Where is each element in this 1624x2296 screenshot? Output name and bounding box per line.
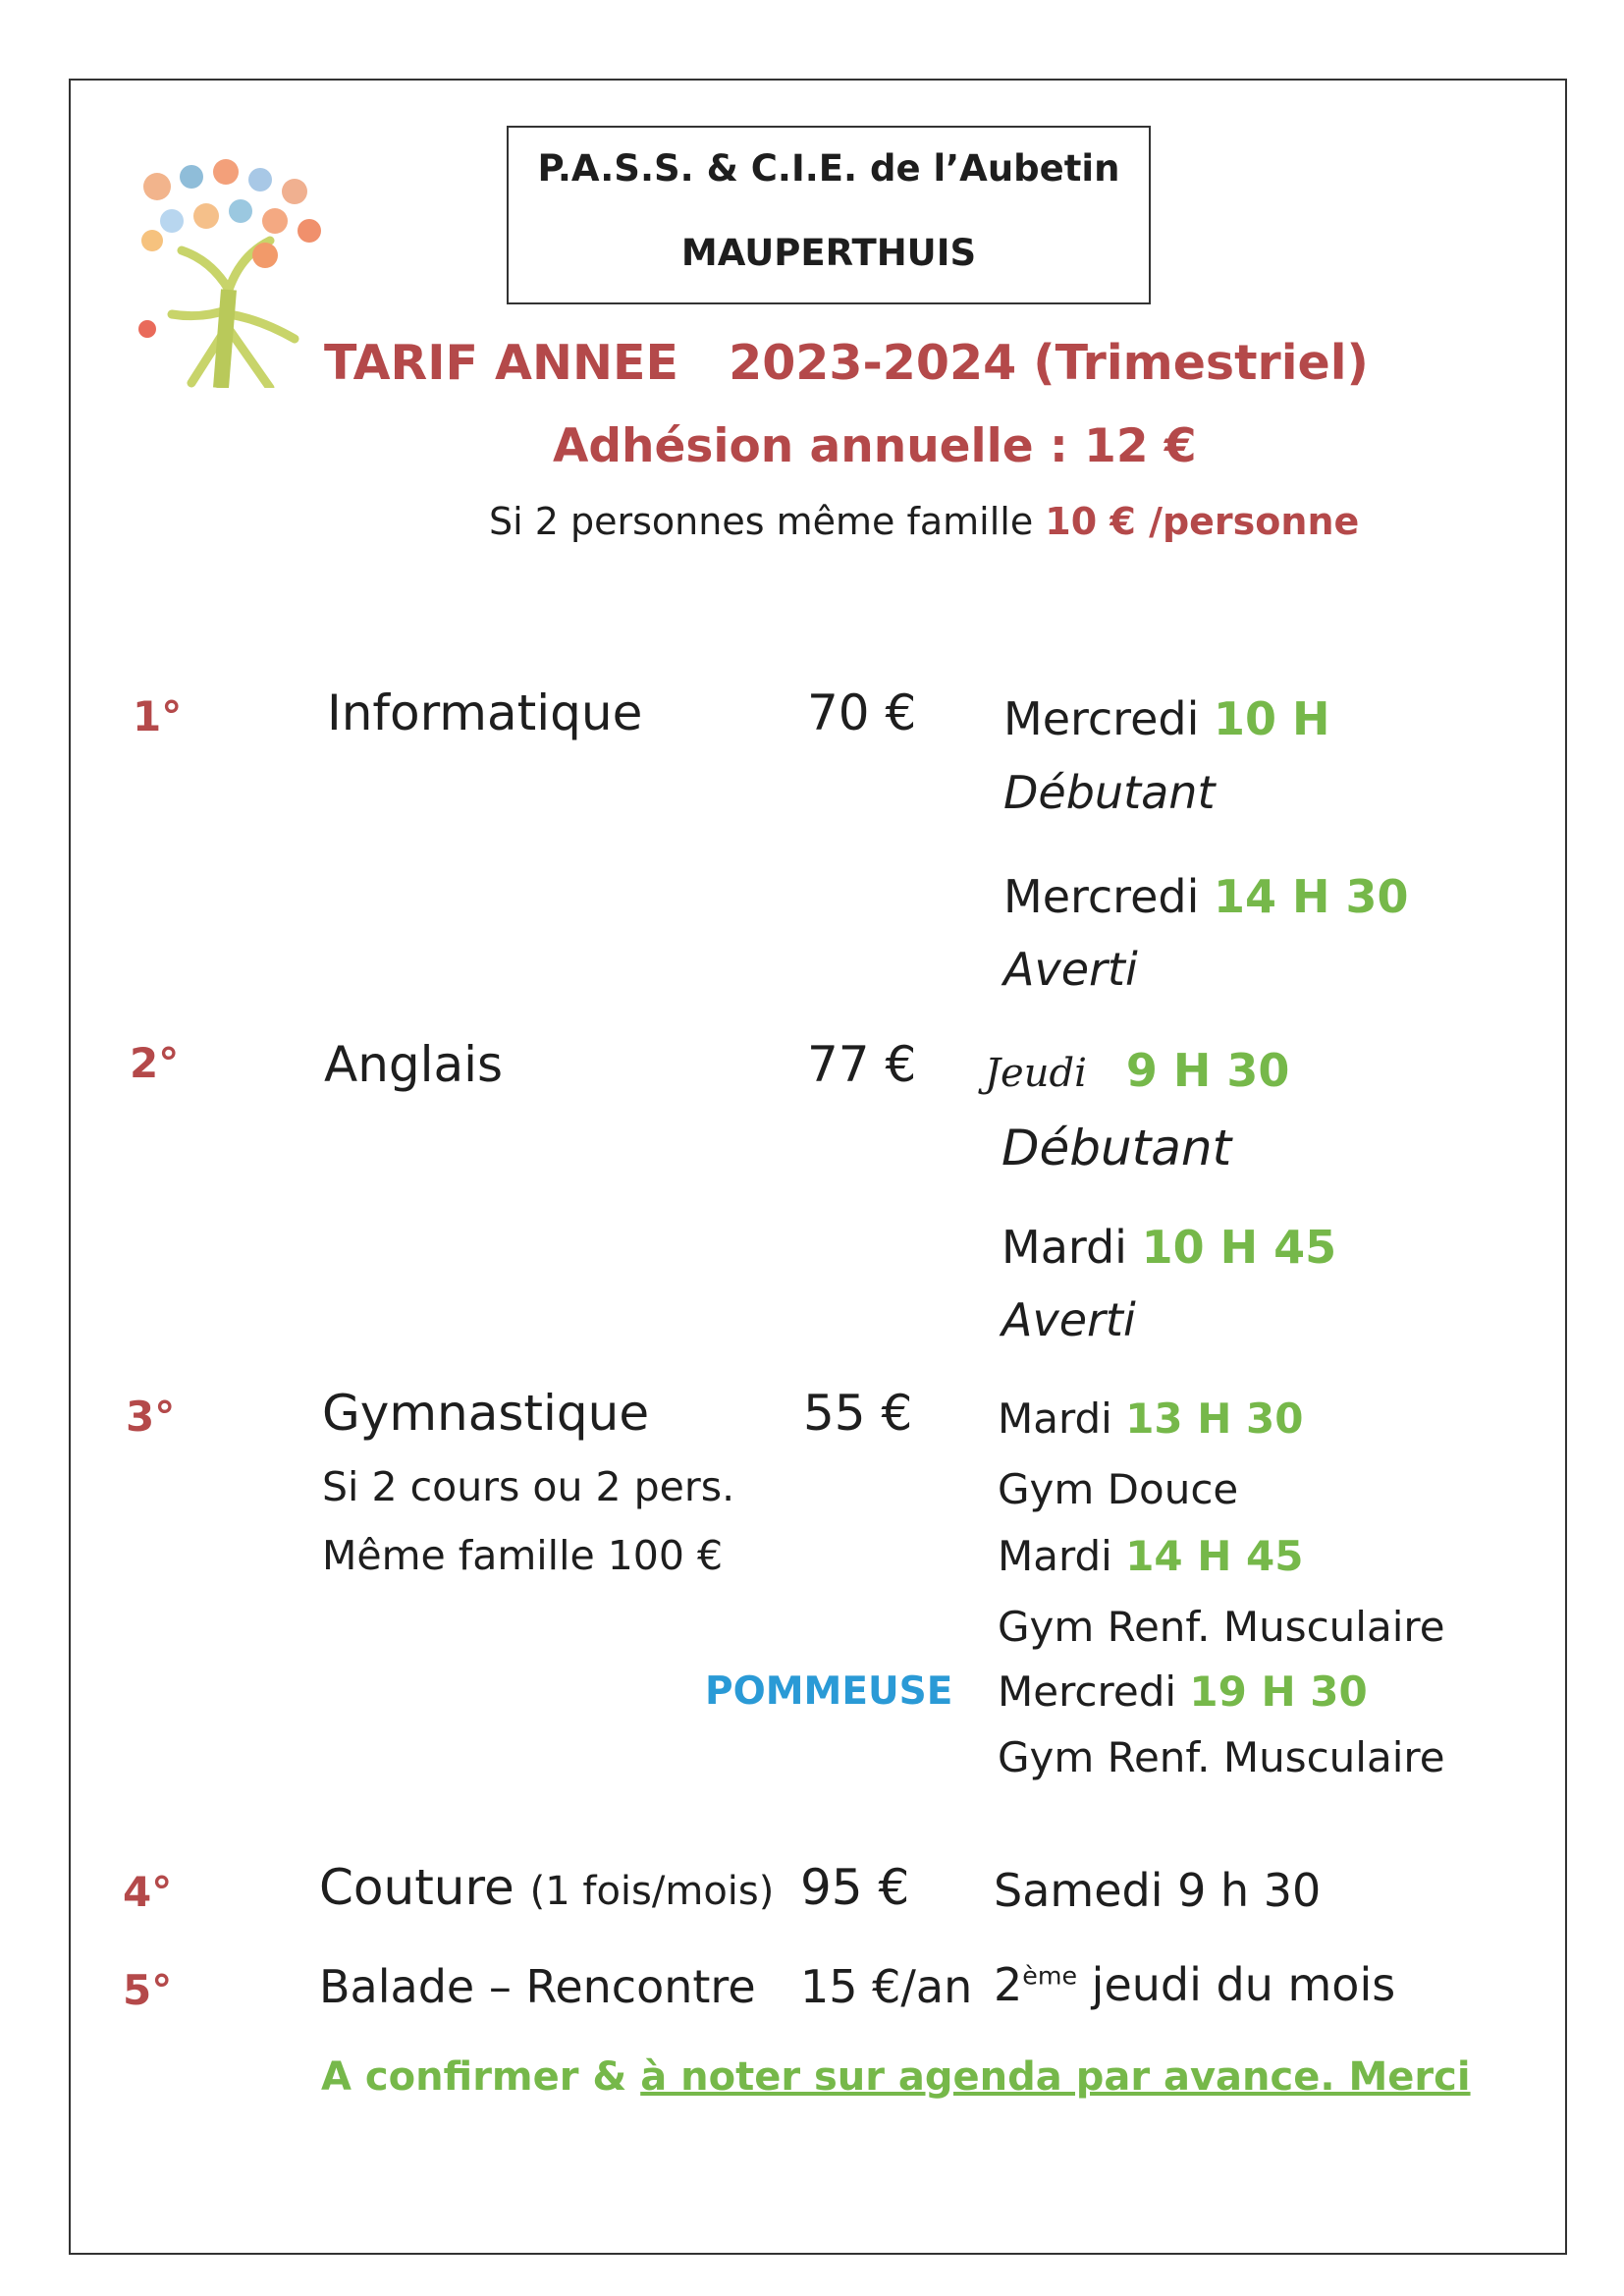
ordinal-suffix: ème — [1022, 1961, 1078, 1991]
schedule-slot — [998, 1667, 1368, 1716]
slot-day: Mardi — [998, 1532, 1126, 1580]
family-discount-text: Si 2 personnes même famille — [489, 500, 1046, 543]
slot-time: 9 H 30 — [1125, 1044, 1290, 1097]
tree-logo-icon — [123, 142, 344, 388]
activity-price: 15 €/an — [800, 1960, 973, 2013]
slot-day: Mercredi — [998, 1667, 1190, 1716]
footer-plain: A confirmer & — [321, 2054, 641, 2100]
activity-number: 3° — [126, 1393, 176, 1441]
slot-level: Gym Renf. Musculaire — [998, 1603, 1445, 1651]
slot-time: 10 H — [1214, 692, 1330, 745]
page-border — [69, 79, 1567, 2255]
organization-title-box — [507, 126, 1151, 304]
organization-town: MAUPERTHUIS — [680, 232, 977, 274]
slot-time: 13 H 30 — [1125, 1394, 1304, 1443]
slot-day-handwritten: Jeudi — [985, 1051, 1087, 1096]
activity-number: 2° — [130, 1039, 180, 1087]
family-discount-price: 10 € /personne — [1045, 500, 1360, 543]
slot-level: Averti — [1001, 1293, 1136, 1346]
activity-name-text: Couture — [319, 1859, 530, 1916]
family-discount — [489, 500, 1359, 543]
slot-day: Mardi — [998, 1394, 1126, 1443]
footer-underlined: à noter sur agenda par avance. Merci — [640, 2054, 1471, 2100]
activity-price: 70 € — [807, 684, 917, 741]
slot-day: Mardi — [1001, 1221, 1142, 1274]
slot-time: 19 H 30 — [1189, 1667, 1368, 1716]
activity-name: Gymnastique — [322, 1385, 650, 1442]
activity-note: Si 2 cours ou 2 pers. — [322, 1463, 735, 1510]
location-label: POMMEUSE — [705, 1669, 953, 1714]
schedule-slot — [1003, 870, 1409, 923]
slot-day: Mercredi — [1003, 692, 1214, 745]
slot-day-number: 2 — [994, 1958, 1023, 2011]
slot-time: 14 H 30 — [1214, 870, 1409, 923]
activity-frequency: (1 fois/mois) — [529, 1869, 775, 1914]
activity-name: Balade – Rencontre — [319, 1960, 756, 2013]
activity-price: 77 € — [807, 1036, 917, 1093]
slot-level: Gym Douce — [998, 1465, 1239, 1513]
schedule-slot — [1001, 1221, 1336, 1274]
schedule-slot — [994, 1958, 1395, 2011]
activity-name: Informatique — [327, 684, 643, 741]
slot-time: 10 H 45 — [1141, 1221, 1337, 1274]
slot-day-text: jeudi du mois — [1077, 1958, 1396, 2011]
activity-number: 5° — [123, 1966, 173, 2014]
activity-number: 4° — [123, 1868, 173, 1916]
slot-level: Gym Renf. Musculaire — [998, 1733, 1445, 1781]
slot-level: Averti — [1003, 943, 1138, 996]
slot-level: Débutant — [1003, 766, 1216, 819]
activity-price: 55 € — [803, 1385, 913, 1442]
activity-name — [319, 1859, 774, 1916]
schedule-slot: Samedi 9 h 30 — [994, 1864, 1322, 1917]
schedule-slot — [1003, 692, 1330, 745]
activity-name: Anglais — [324, 1036, 504, 1093]
slot-level: Débutant — [1001, 1120, 1232, 1176]
activity-note: Même famille 100 € — [322, 1532, 724, 1579]
slot-time: 14 H 45 — [1125, 1532, 1304, 1580]
slot-day: Mercredi — [1003, 870, 1214, 923]
activity-price: 95 € — [800, 1859, 910, 1916]
membership-fee: Adhésion annuelle : 12 € — [553, 419, 1197, 473]
tariff-title: TARIF ANNEE 2023-2024 (Trimestriel) — [324, 335, 1369, 391]
schedule-slot — [998, 1394, 1303, 1443]
activity-number: 1° — [133, 692, 183, 740]
footer-note — [321, 2054, 1471, 2100]
organization-name: P.A.S.S. & C.I.E. de l’Aubetin — [537, 147, 1120, 190]
schedule-slot — [998, 1532, 1303, 1580]
schedule-slot — [985, 1044, 1289, 1097]
